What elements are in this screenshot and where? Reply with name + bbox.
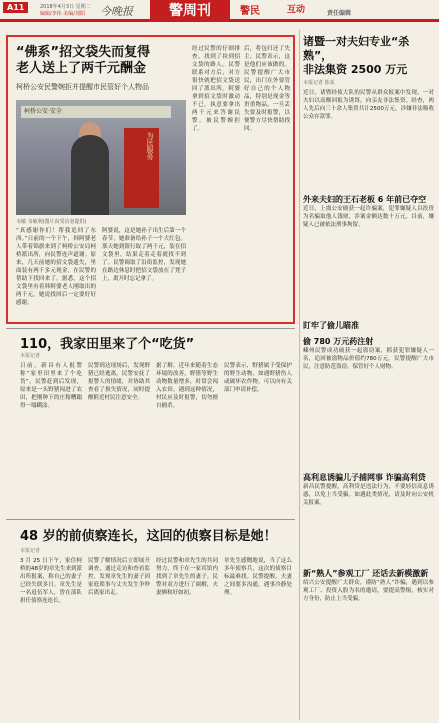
lead-story xyxy=(6,35,295,324)
paper-name: 今晚报 xyxy=(100,5,133,18)
editor-tag: 责任编辑 xyxy=(327,10,352,17)
sidebar-text: 绍兴公安提醒广大群众，谨防“熟人”诈骗，遇到以参观工厂、投资入股为名的邀请，要提高警惕，核实对方身份，防止上当受骗。 xyxy=(303,580,434,602)
section-tag: 警民 xyxy=(240,6,260,17)
article-column: 民警到达现场后，发现野猪已经逃离。民警安抚了报警人的情绪，并协助其查看了损失情况，同时提醒附近村民注意安全。 xyxy=(88,363,150,401)
story-headline: 48 岁的前侦察连长，这回的侦察目标是她！ xyxy=(20,529,277,544)
header-contact: 编辑/李伟 美编/刘阳 xyxy=(40,11,85,17)
sidebar-subhead: 偷 780 万元药注射 xyxy=(303,337,374,346)
sidebar-text: 嵊州民警成功破获一起盗窃案，抓获犯罪嫌疑人一名，追回被盗物品价值约780万元。民警提醒广大市民，注意防范盗窃，保管好个人财物。 xyxy=(303,348,434,370)
article-column: 民警表示，野猪属于受保护的野生动物，如遇野猪伤人或破坏农作物，可以向有关部门申请补偿。 xyxy=(224,363,292,393)
article-column: 章先生感慨地说，当了这么多年侦察兵，这次的侦察目标最难找。民警提醒，夫妻之间要多沟通，遇事冷静处理。 xyxy=(224,558,292,596)
section-divider xyxy=(6,519,295,520)
sidebar-subhead: 外来夫妇的王石老板 6 年前已夺空 xyxy=(303,195,427,204)
red-banner: 为民服务 xyxy=(124,128,159,208)
article-column: 民警了解情况后立即展开调查，通过走访和查看监控，发现章先生的妻子因家庭琐事与丈夫发生争吵后离家出走。 xyxy=(88,558,150,596)
sidebar-subhead: 盯牢了偷儿瞄准 xyxy=(303,321,359,330)
article-column: 后，将包归还了失主。民警表示，这是他们应该做的。民警提醒广大市民，出门在外要管好自己的个人物品，特别是现金等贵重物品，一旦丢失要及时报警，以便警方尽快帮助找回。 xyxy=(244,46,290,132)
page-number: A11 xyxy=(3,2,28,13)
article-column: 日前，新昌有人报警称“家里田里来了个吃货”，民警赶到后发现，原来是一头野猪闯进了农田，把刚种下的庄稼糟蹋得一塌糊涂。 xyxy=(20,363,82,409)
article-column: 经过民警和章先生的共同努力，终于在一家宾馆内找到了章先生的妻子。民警对双方进行了调解，夫妻俩和好如初。 xyxy=(156,558,218,596)
sidebar-headline-1: 诸暨一对夫妇专业“杀熟”， xyxy=(303,35,410,62)
section-divider xyxy=(6,328,295,329)
sidebar-text: 近日，诸暨经侦大队的民警从群众报案中发现，一对夫妇以高额回报为诱饵，向亲友非法集资。经查，两人先后向三十余人集资共计2500万元，涉嫌非法吸收公众存款罪。 xyxy=(303,90,434,120)
article-column: 经过民警的仔细排查，找到了捡到招文袋的路人。民警联系对方后，对方很快就把招文袋送回了派出所。阿婆拿到招文袋时激动不已，执意要拿出两千元来答谢民警，被民警婉拒了。 xyxy=(192,46,240,132)
photo-caption: 韦敏 韦敏利(图片由受访者提供) xyxy=(16,219,87,225)
subheadline: 柯桥公安民警婉拒并提醒市民管好个人物品 xyxy=(16,83,149,91)
person-figure xyxy=(71,135,109,215)
masthead: 警周刊 xyxy=(150,0,230,22)
page-header xyxy=(0,0,439,22)
article-column: 据了解，近年来随着生态环境的改善，野猪等野生动物数量增多，时常会闯入农田。遇到这种情况，村民应及时报警，切勿擅自捕杀。 xyxy=(156,363,218,409)
header-date: 2018年4月3日 星期二 xyxy=(40,4,91,10)
article-column: 阿婆说，这是她孙子出生后第一个春节，她准备给孙子一个大红包。那天她到银行取了两千元，装在招文袋里，结果走着走着就找不到了。民警调取了沿街监控，发现她在路边休息时把招文袋放在了凳子上，离开时忘记拿了。 xyxy=(102,228,186,282)
sidebar-byline: 本报记者 陈某 xyxy=(303,80,335,86)
article-column: “真感谢你们！帮我追回了东西。”日前的一个下午，韩阿婆老人带着锦旗来到了柯桥公安局柯桥派出所，向民警连声道谢。原来，几天前她的招文袋遗失，里面装有两千多元现金，在民警的帮助下找回来了。据悉，这个招文袋里有着韩阿婆老人刚取出的两千元，她说找回后一定要好好感谢。 xyxy=(16,228,96,306)
sidebar-subhead: 高利息诱骗儿子捕网事 诈骗高利贷 xyxy=(303,473,426,482)
headline-line-2: 老人送上了两千元酬金 xyxy=(16,61,147,76)
sidebar-column xyxy=(303,35,434,715)
story-byline: 本报记者 xyxy=(20,548,41,554)
sidebar-headline-2: 非法集资 2500 万元 xyxy=(303,63,408,76)
sidebar-text: 近日，上虞公安破获一起诈骗案，犯罪嫌疑人以投资为名骗取他人钱财，涉案金额达数十万元。目前，嫌疑人已被依法刑事拘留。 xyxy=(303,206,434,228)
sidebar-subhead: 新“熟人”参观工厂 还话去新模激新 xyxy=(303,569,429,578)
story-headline: 110，我家田里来了个“吃货” xyxy=(20,337,195,352)
sidebar-text: 新昌民警提醒，高利贷是违法行为，不要轻信高息诱惑，以免上当受骗。如遇此类情况，请及时向公安机关报案。 xyxy=(303,484,434,506)
section-tag-2: 互动 xyxy=(287,5,306,15)
lead-story-headline xyxy=(16,45,186,92)
article-column: 3 月 25 日下午，家住柯桥的48岁的章先生来到派出所报案，称自己的妻子已经失联多日。章先生是一名退伍军人，曾在部队担任侦察连连长。 xyxy=(20,558,82,604)
headline-line-1: “佛系”招文袋失而复得 xyxy=(16,45,151,60)
photo-banner: 柯桥公安·安全 xyxy=(21,106,171,118)
news-photo xyxy=(16,100,186,215)
story-byline: 本报记者 xyxy=(20,353,41,359)
column-divider xyxy=(299,30,300,720)
